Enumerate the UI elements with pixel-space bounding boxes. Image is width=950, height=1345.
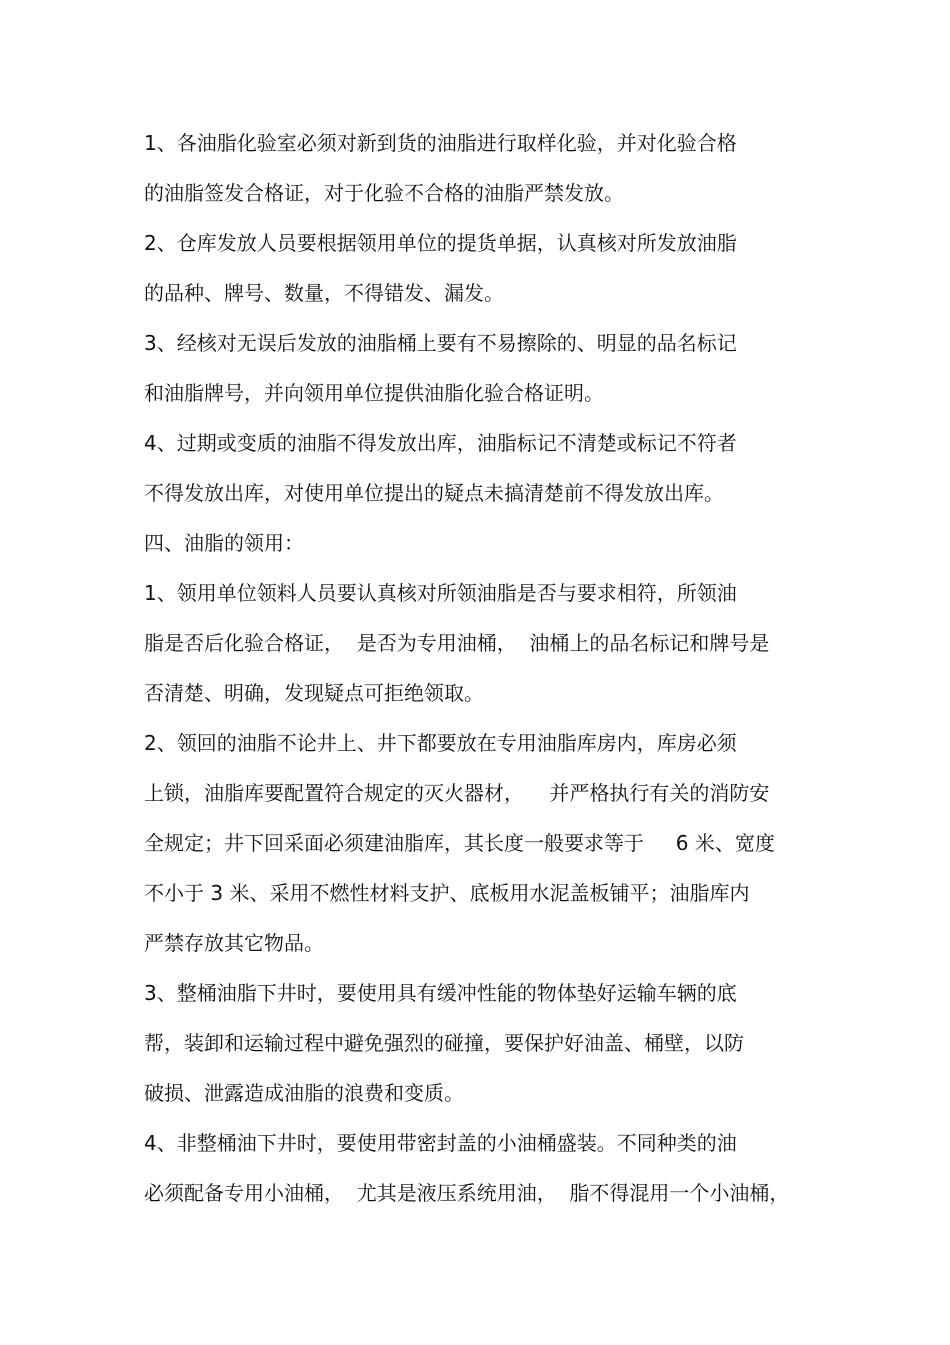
text-line: 上锁，油脂库要配置符合规定的灭火器材， 并严格执行有关的消防安 (144, 781, 770, 805)
text-line: 4、过期或变质的油脂不得发放出库，油脂标记不清楚或标记不符者 (144, 431, 737, 455)
text-line: 破损、泄露造成油脂的浪费和变质。 (144, 1081, 464, 1105)
text-line: 3、整桶油脂下井时，要使用具有缓冲性能的物体垫好运输车辆的底 (144, 981, 737, 1005)
text-line: 1、各油脂化验室必须对新到货的油脂进行取样化验，并对化验合格 (144, 131, 737, 155)
document-body (144, 124, 824, 1224)
text-line: 不小于 3 米、采用不燃性材料支护、底板用水泥盖板铺平；油脂库内 (144, 881, 750, 905)
text-line: 帮，装卸和运输过程中避免强烈的碰撞，要保护好油盖、桶壁，以防 (144, 1031, 744, 1055)
text-line: 的品种、牌号、数量，不得错发、漏发。 (144, 281, 504, 305)
text-line: 2、仓库发放人员要根据领用单位的提货单据，认真核对所发放油脂 (144, 231, 737, 255)
text-line: 和油脂牌号，并向领用单位提供油脂化验合格证明。 (144, 381, 604, 405)
text-line: 的油脂签发合格证，对于化验不合格的油脂严禁发放。 (144, 181, 624, 205)
text-line: 严禁存放其它物品。 (144, 931, 324, 955)
text-line: 必须配备专用小油桶， 尤其是液压系统用油， 脂不得混用一个小油桶， (144, 1181, 790, 1205)
text-line: 全规定；井下回采面必须建油脂库，其长度一般要求等于 6 米、宽度 (144, 831, 775, 855)
text-line: 否清楚、明确，发现疑点可拒绝领取。 (144, 681, 484, 705)
text-line: 3、经核对无误后发放的油脂桶上要有不易擦除的、明显的品名标记 (144, 331, 737, 355)
text-line: 2、领回的油脂不论井上、井下都要放在专用油脂库房内，库房必须 (144, 731, 737, 755)
section-heading: 四、油脂的领用： (144, 531, 304, 555)
text-line: 1、领用单位领料人员要认真核对所领油脂是否与要求相符，所领油 (144, 581, 737, 605)
text-line: 不得发放出库，对使用单位提出的疑点未搞清楚前不得发放出库。 (144, 481, 724, 505)
text-line: 4、非整桶油下井时，要使用带密封盖的小油桶盛装。不同种类的油 (144, 1131, 737, 1155)
text-line: 脂是否后化验合格证， 是否为专用油桶， 油桶上的品名标记和牌号是 (144, 631, 770, 655)
